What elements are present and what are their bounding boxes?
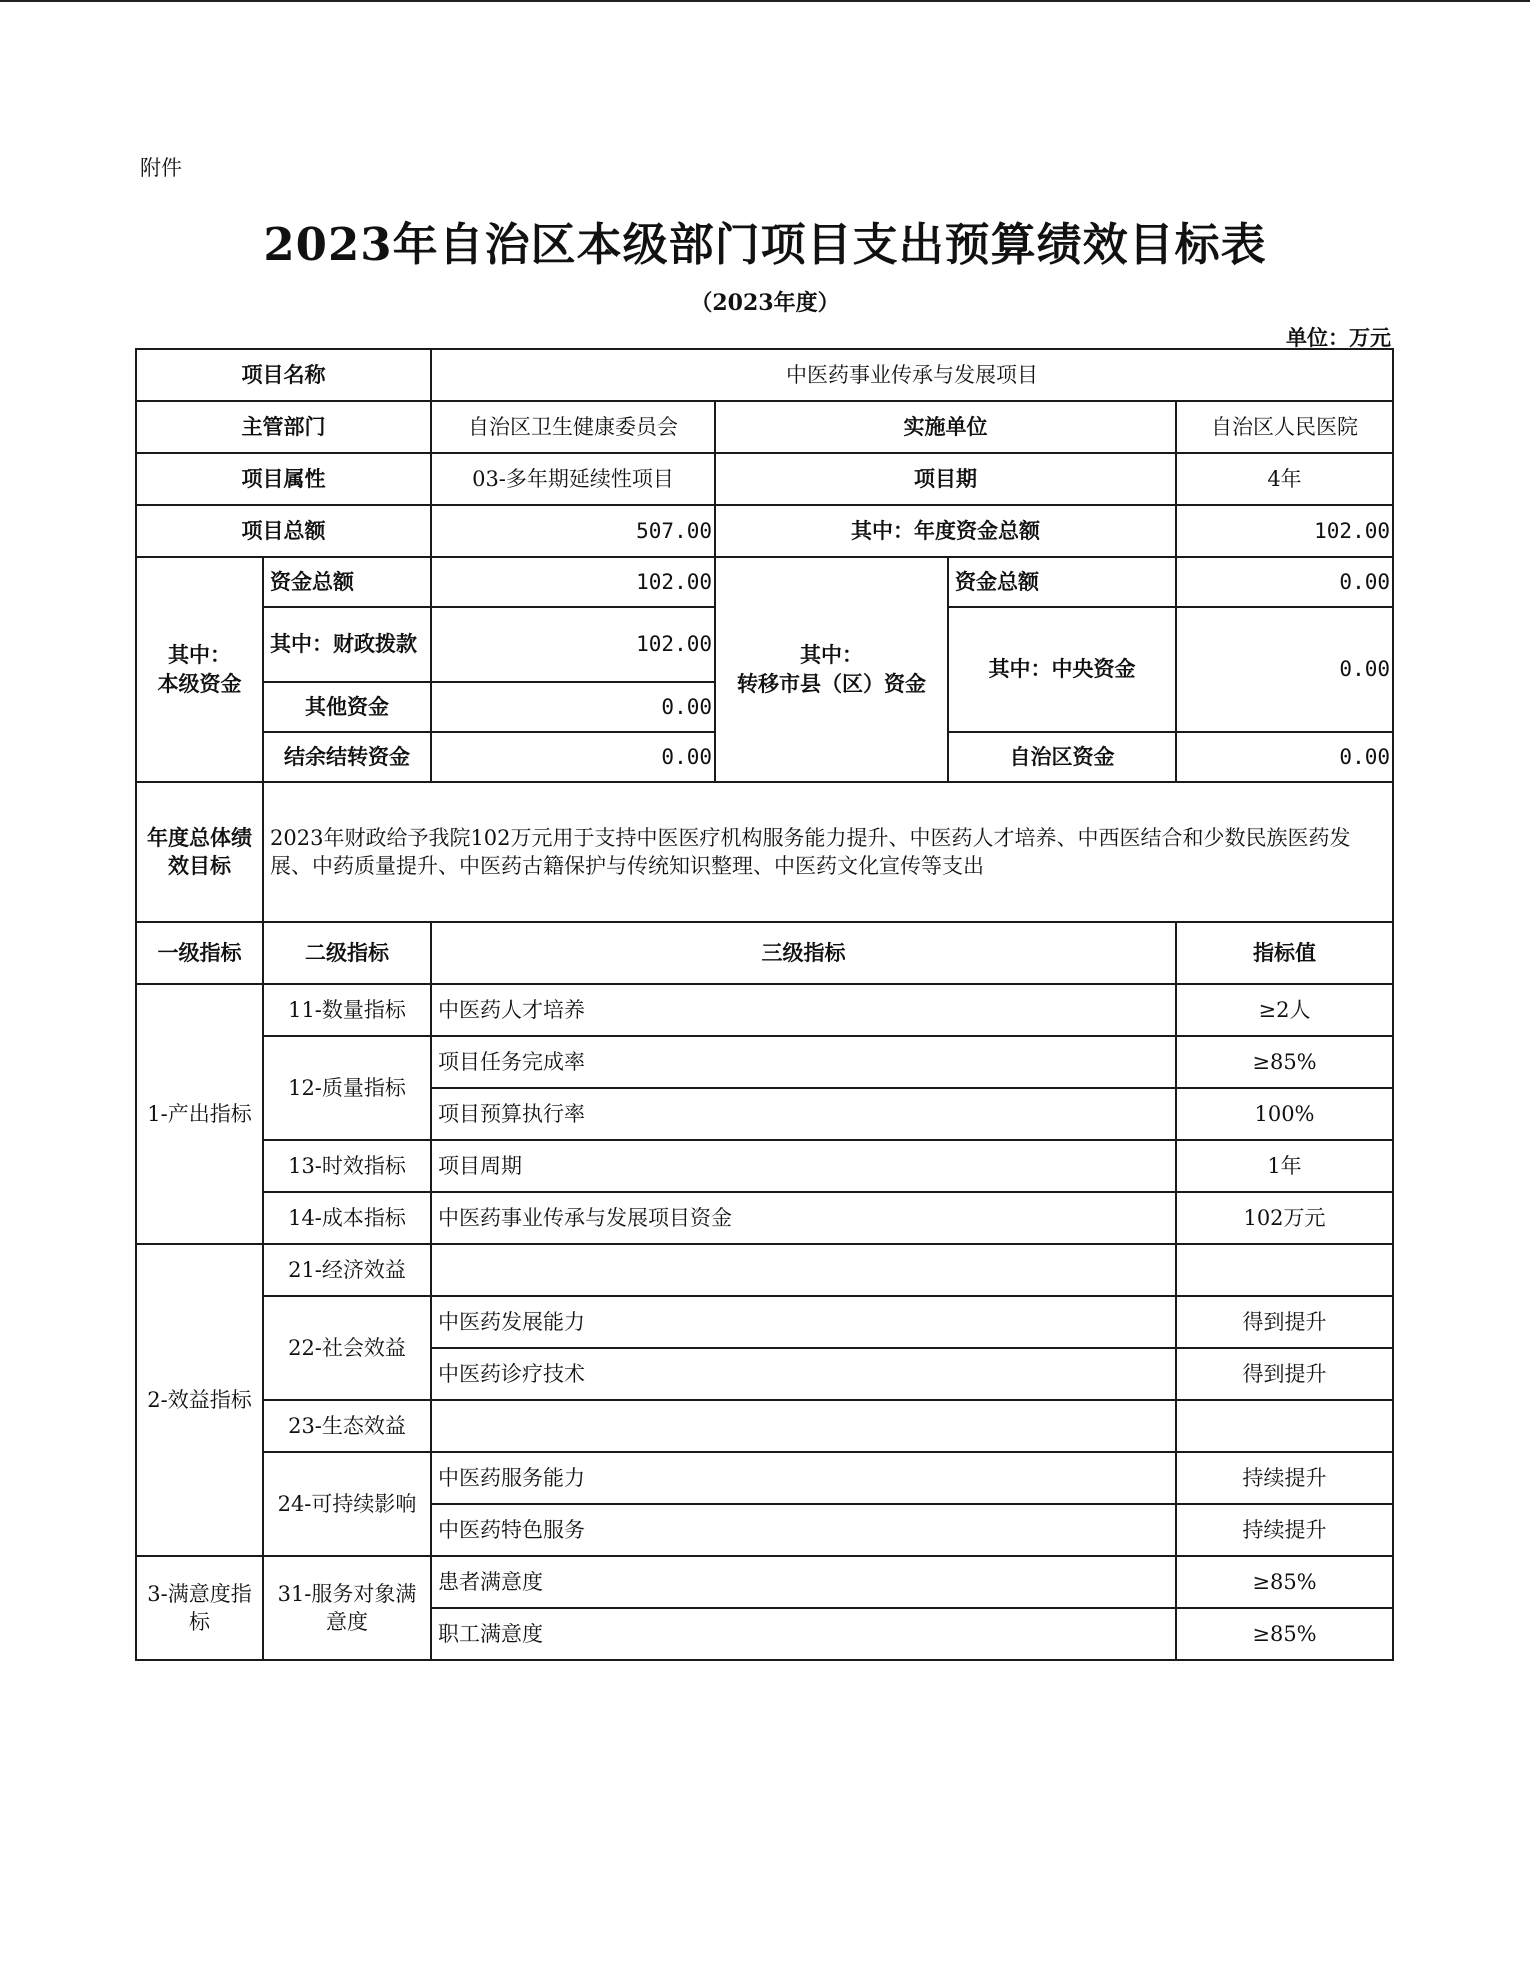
row-funds-total	[136, 557, 1393, 607]
indicator-value: ≥85%	[1176, 1556, 1393, 1608]
transfer-funds-label-line2: 转移市县（区）资金	[737, 670, 926, 696]
level3-indicator: 职工满意度	[431, 1608, 1176, 1660]
top-border-line	[0, 0, 1530, 2]
local-finance-value: 102.00	[431, 607, 715, 682]
local-funds-label	[136, 557, 263, 782]
impl-value: 自治区人民医院	[1176, 401, 1393, 453]
period-value: 4年	[1176, 453, 1393, 505]
level3-indicator: 中医药特色服务	[431, 1504, 1176, 1556]
transfer-central-value: 0.00	[1176, 607, 1393, 732]
document-title: 2023年自治区本级部门项目支出预算绩效目标表	[263, 218, 1267, 271]
attr-label: 项目属性	[136, 453, 431, 505]
row-indicator-header	[136, 922, 1393, 984]
year-label: （2023年度）	[690, 290, 840, 316]
local-other-value: 0.00	[431, 682, 715, 732]
attachment-label: 附件	[140, 156, 182, 180]
level3-indicator-empty	[431, 1244, 1176, 1296]
level2-economic: 21-经济效益	[263, 1244, 431, 1296]
indicator-value: 持续提升	[1176, 1504, 1393, 1556]
level2-sustainable: 24-可持续影响	[263, 1452, 431, 1556]
level3-indicator: 中医药事业传承与发展项目资金	[431, 1192, 1176, 1244]
table-row	[136, 1036, 1393, 1088]
level1-output: 1-产出指标	[136, 984, 263, 1244]
impl-label: 实施单位	[715, 401, 1176, 453]
local-carry-label: 结余结转资金	[263, 732, 431, 782]
local-funds-label-line1: 其中：	[168, 642, 231, 668]
level3-indicator: 中医药服务能力	[431, 1452, 1176, 1504]
table-row	[136, 1400, 1393, 1452]
header-value: 指标值	[1176, 922, 1393, 984]
level2-quantity: 11-数量指标	[263, 984, 431, 1036]
total-label: 项目总额	[136, 505, 431, 557]
level1-satisfaction: 3-满意度指标	[136, 1556, 263, 1660]
row-department	[136, 401, 1393, 453]
period-label: 项目期	[715, 453, 1176, 505]
indicator-value: 100%	[1176, 1088, 1393, 1140]
level3-indicator: 项目周期	[431, 1140, 1176, 1192]
transfer-region-value: 0.00	[1176, 732, 1393, 782]
local-finance-label: 其中：财政拨款	[263, 607, 431, 682]
indicator-value: 持续提升	[1176, 1452, 1393, 1504]
transfer-funds-label-line1: 其中：	[800, 642, 863, 668]
table-row	[136, 1244, 1393, 1296]
local-other-label: 其他资金	[263, 682, 431, 732]
level1-benefit: 2-效益指标	[136, 1244, 263, 1556]
level2-social: 22-社会效益	[263, 1296, 431, 1400]
level2-timeliness: 13-时效指标	[263, 1140, 431, 1192]
goal-text: 2023年财政给予我院102万元用于支持中医医疗机构服务能力提升、中医药人才培养、中西医结合和少数民族医药发展、中药质量提升、中医药古籍保护与传统知识整理、中医药文化宣传等支出	[263, 782, 1393, 922]
level2-target-satisfaction: 31-服务对象满意度	[263, 1556, 431, 1660]
indicator-value: 得到提升	[1176, 1296, 1393, 1348]
project-name-value: 中医药事业传承与发展项目	[431, 349, 1393, 401]
row-total	[136, 505, 1393, 557]
level3-indicator: 中医药发展能力	[431, 1296, 1176, 1348]
indicator-value: ≥2人	[1176, 984, 1393, 1036]
level3-indicator: 项目任务完成率	[431, 1036, 1176, 1088]
level2-cost: 14-成本指标	[263, 1192, 431, 1244]
transfer-region-label: 自治区资金	[948, 732, 1176, 782]
transfer-total-label: 资金总额	[948, 557, 1176, 607]
header-level3: 三级指标	[431, 922, 1176, 984]
annual-label: 其中：年度资金总额	[715, 505, 1176, 557]
table-row	[136, 1192, 1393, 1244]
level3-indicator: 项目预算执行率	[431, 1088, 1176, 1140]
level3-indicator: 中医药人才培养	[431, 984, 1176, 1036]
table-row	[136, 1296, 1393, 1348]
level2-quality: 12-质量指标	[263, 1036, 431, 1140]
header-level2: 二级指标	[263, 922, 431, 984]
transfer-central-label: 其中：中央资金	[948, 607, 1176, 732]
table-row	[136, 1452, 1393, 1504]
dept-value: 自治区卫生健康委员会	[431, 401, 715, 453]
level3-indicator: 患者满意度	[431, 1556, 1176, 1608]
unit-label: 单位：万元	[1286, 325, 1391, 350]
header-level1: 一级指标	[136, 922, 263, 984]
local-carry-value: 0.00	[431, 732, 715, 782]
total-value: 507.00	[431, 505, 715, 557]
level2-ecological: 23-生态效益	[263, 1400, 431, 1452]
row-attribute	[136, 453, 1393, 505]
performance-target-table	[135, 348, 1394, 1661]
indicator-value: 得到提升	[1176, 1348, 1393, 1400]
level3-indicator: 中医药诊疗技术	[431, 1348, 1176, 1400]
row-project-name	[136, 349, 1393, 401]
attr-value: 03-多年期延续性项目	[431, 453, 715, 505]
indicator-value: ≥85%	[1176, 1036, 1393, 1088]
goal-label: 年度总体绩效目标	[136, 782, 263, 922]
transfer-funds-label	[715, 557, 948, 782]
table-row	[136, 1140, 1393, 1192]
local-total-label: 资金总额	[263, 557, 431, 607]
table-row	[136, 1556, 1393, 1608]
project-name-label: 项目名称	[136, 349, 431, 401]
table-row	[136, 984, 1393, 1036]
annual-value: 102.00	[1176, 505, 1393, 557]
transfer-total-value: 0.00	[1176, 557, 1393, 607]
indicator-value-empty	[1176, 1400, 1393, 1452]
local-total-value: 102.00	[431, 557, 715, 607]
indicator-value: 1年	[1176, 1140, 1393, 1192]
local-funds-label-line2: 本级资金	[157, 670, 242, 696]
level3-indicator-empty	[431, 1400, 1176, 1452]
indicator-value-empty	[1176, 1244, 1393, 1296]
indicator-value: 102万元	[1176, 1192, 1393, 1244]
row-annual-goal	[136, 782, 1393, 922]
indicator-value: ≥85%	[1176, 1608, 1393, 1660]
dept-label: 主管部门	[136, 401, 431, 453]
